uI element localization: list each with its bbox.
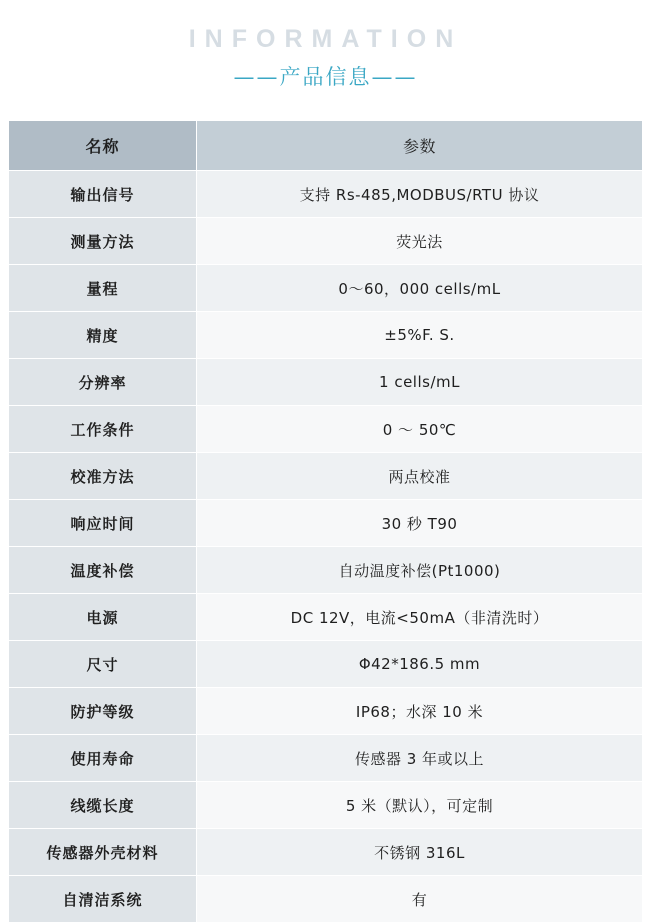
row-label: 线缆长度 bbox=[9, 782, 197, 829]
table-row bbox=[9, 453, 643, 500]
table-row bbox=[9, 688, 643, 735]
table-row bbox=[9, 171, 643, 218]
table-header-parameter: 参数 bbox=[197, 121, 643, 171]
row-value: 30 秒 T90 bbox=[197, 500, 643, 547]
row-value: 有 bbox=[197, 876, 643, 923]
table-row bbox=[9, 829, 643, 876]
specification-table bbox=[8, 120, 643, 923]
row-label: 防护等级 bbox=[9, 688, 197, 735]
row-value: 两点校准 bbox=[197, 453, 643, 500]
row-value: 自动温度补偿(Pt1000) bbox=[197, 547, 643, 594]
table-row bbox=[9, 547, 643, 594]
row-value: DC 12V，电流<50mA（非清洗时） bbox=[197, 594, 643, 641]
row-value: IP68；水深 10 米 bbox=[197, 688, 643, 735]
row-label: 响应时间 bbox=[9, 500, 197, 547]
specification-table-body bbox=[9, 121, 643, 923]
row-value: ±5%F. S. bbox=[197, 312, 643, 359]
table-row bbox=[9, 641, 643, 688]
table-row bbox=[9, 406, 643, 453]
spec-table-wrapper bbox=[0, 120, 651, 923]
row-label: 校准方法 bbox=[9, 453, 197, 500]
table-row bbox=[9, 265, 643, 312]
row-label: 测量方法 bbox=[9, 218, 197, 265]
row-label: 尺寸 bbox=[9, 641, 197, 688]
row-label: 量程 bbox=[9, 265, 197, 312]
row-value: 荧光法 bbox=[197, 218, 643, 265]
row-label: 电源 bbox=[9, 594, 197, 641]
table-header-row bbox=[9, 121, 643, 171]
table-row bbox=[9, 594, 643, 641]
row-label: 温度补偿 bbox=[9, 547, 197, 594]
table-row bbox=[9, 500, 643, 547]
row-label: 传感器外壳材料 bbox=[9, 829, 197, 876]
table-row bbox=[9, 782, 643, 829]
row-value: 支持 Rs-485,MODBUS/RTU 协议 bbox=[197, 171, 643, 218]
table-row bbox=[9, 735, 643, 782]
row-value: 1 cells/mL bbox=[197, 359, 643, 406]
table-row bbox=[9, 218, 643, 265]
row-value: 0 ～ 50℃ bbox=[197, 406, 643, 453]
row-value: Φ42*186.5 mm bbox=[197, 641, 643, 688]
table-row bbox=[9, 312, 643, 359]
row-label: 分辨率 bbox=[9, 359, 197, 406]
row-value: 不锈钢 316L bbox=[197, 829, 643, 876]
row-label: 工作条件 bbox=[9, 406, 197, 453]
table-row bbox=[9, 876, 643, 923]
row-label: 自清洁系统 bbox=[9, 876, 197, 923]
row-label: 精度 bbox=[9, 312, 197, 359]
row-value: 0～60，000 cells/mL bbox=[197, 265, 643, 312]
row-label: 使用寿命 bbox=[9, 735, 197, 782]
page-title-english: INFORMATION bbox=[188, 25, 463, 53]
row-value: 传感器 3 年或以上 bbox=[197, 735, 643, 782]
row-label: 输出信号 bbox=[9, 171, 197, 218]
row-value: 5 米（默认），可定制 bbox=[197, 782, 643, 829]
page-header bbox=[0, 0, 651, 92]
table-header-name: 名称 bbox=[9, 121, 197, 171]
page-title-chinese: ——产品信息—— bbox=[233, 65, 418, 89]
table-row bbox=[9, 359, 643, 406]
